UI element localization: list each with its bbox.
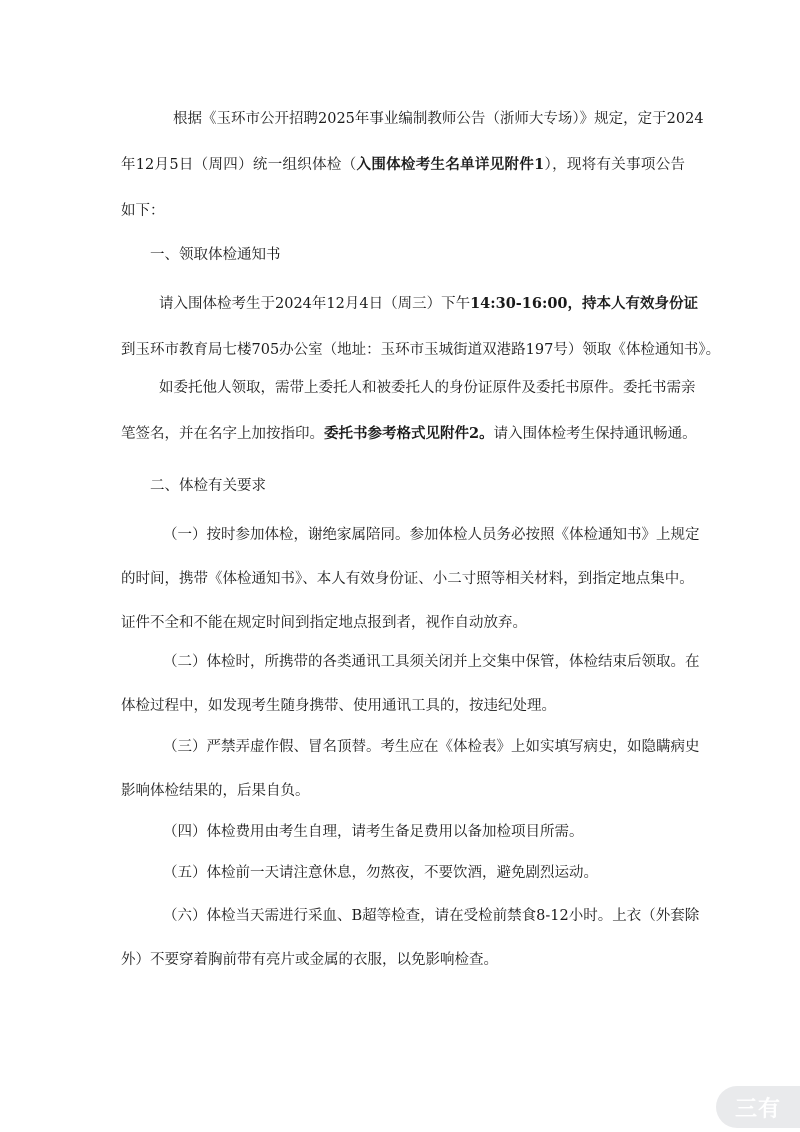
r1-line-1: （一）按时参加体检，谢绝家属陪同。参加体检人员务必按照《体检通知书》上规定 (163, 527, 700, 543)
s1p1-line-1: 请入围体检考生于2024年12月4日（周三）下午14:30-16:00，持本人有效身份证 (159, 295, 699, 312)
pickup-time-note: 14:30-16:00，持本人有效身份证 (470, 295, 699, 312)
r2-line-1: （二）体检时，所携带的各类通讯工具须关闭并上交集中保管，体检结束后领取。在 (163, 654, 700, 670)
requirement-2 (121, 649, 700, 719)
section-1-paragraph-2 (121, 375, 697, 447)
section-1-paragraph-1 (121, 291, 721, 363)
s1p2-line-2: 笔签名，并在名字上加按指印。委托书参考格式见附件2。请入围体检考生保持通讯畅通。 (121, 425, 697, 442)
r2-line-2: 体检过程中，如发现考生随身携带、使用通讯工具的，按违纪处理。 (121, 698, 556, 714)
r5-line-1: （五）体检前一天请注意休息，勿熬夜，不要饮酒，避免剧烈运动。 (163, 865, 598, 881)
requirement-5 (121, 860, 685, 886)
section-2-heading: 二、体检有关要求 (150, 478, 266, 494)
r3-line-2: 影响体检结果的，后果自负。 (121, 783, 310, 799)
r4-line-1: （四）体检费用由考生自理，请考生备足费用以备加检项目所需。 (163, 824, 584, 840)
r6-line-1: （六）体检当天需进行采血、B超等检查，请在受检前禁食8-12小时。上衣（外套除 (163, 908, 700, 924)
requirement-6 (121, 903, 700, 973)
s1p1-line-2: 到玉环市教育局七楼705办公室（地址：玉环市玉城街道双港路197号）领取《体检通知书》。 (121, 342, 721, 358)
section-1-heading: 一、领取体检通知书 (150, 247, 281, 263)
r1-line-2: 的时间，携带《体检通知书》、本人有效身份证、小二寸照等相关材料，到指定地点集中。 (121, 571, 694, 587)
requirement-4 (121, 819, 685, 845)
attachment-1-note: 入围体检考生名单详见附件1 (356, 156, 545, 173)
intro-line-3: 如下： (121, 203, 165, 219)
intro-paragraph (121, 106, 704, 224)
watermark-logo: 三有 (716, 1086, 800, 1128)
intro-line-1: 根据《玉环市公开招聘2025年事业编制教师公告（浙师大专场）》规定，定于2024 (173, 111, 704, 127)
r6-line-2: 外）不要穿着胸前带有亮片或金属的衣服，以免影响检查。 (121, 952, 498, 968)
r3-line-1: （三）严禁弄虚作假、冒名顶替。考生应在《体检表》上如实填写病史，如隐瞒病史 (163, 739, 700, 755)
requirement-1 (121, 522, 700, 636)
attachment-2-note: 委托书参考格式见附件2。 (324, 425, 494, 442)
s1p2-line-1: 如委托他人领取，需带上委托人和被委托人的身份证原件及委托书原件。委托书需亲 (159, 380, 696, 396)
r1-line-3: 证件不全和不能在规定时间到指定地点报到者，视作自动放弃。 (121, 615, 527, 631)
intro-line-2: 年12月5日（周四）统一组织体检（入围体检考生名单详见附件1），现将有关事项公告 (121, 156, 686, 173)
requirement-3 (121, 734, 700, 804)
